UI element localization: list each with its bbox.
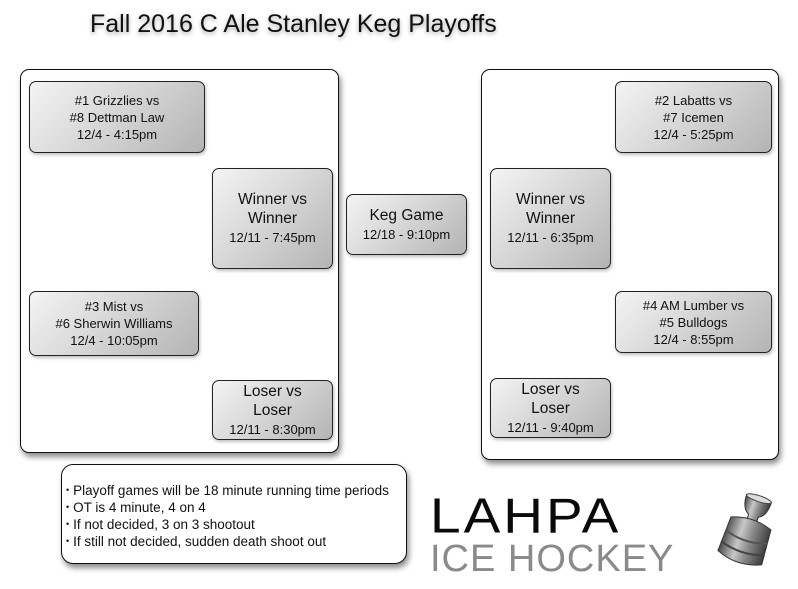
stanley-cup-keg-icon [715, 492, 775, 574]
game-line1: #1 Grizzlies vs [74, 92, 160, 108]
rule-item: • If still not decided, sudden death shoot out [66, 533, 406, 550]
game-line2: Winner [247, 210, 298, 227]
game-time: 12/4 - 5:25pm [653, 126, 734, 142]
keg-game-final[interactable] [346, 194, 467, 255]
game-line1: #4 AM Lumber vs [642, 297, 745, 313]
game-3-vs-6[interactable] [29, 291, 199, 356]
game-line1: Loser vs [521, 380, 580, 398]
game-line1: Winner vs [516, 191, 585, 208]
game-line1: Winner vs [238, 191, 307, 208]
rule-item: • Playoff games will be 18 minute running time periods [66, 482, 406, 499]
page-title: Fall 2016 C Ale Stanley Keg Playoffs [90, 10, 497, 38]
game-time: 12/11 - 8:30pm [229, 421, 316, 437]
rules-notes [61, 464, 407, 564]
game-line1: #2 Labatts vs [654, 92, 733, 108]
game-time: 12/18 - 9:10pm [362, 226, 451, 242]
game-time: 12/4 - 8:55pm [653, 331, 734, 347]
game-time: 12/4 - 10:05pm [70, 333, 158, 348]
game-line2: #5 Bulldogs [659, 314, 728, 330]
left-winners-game[interactable] [212, 168, 333, 269]
right-winners-game[interactable] [490, 168, 611, 269]
game-4-vs-5[interactable] [615, 291, 772, 353]
rule-item: • OT is 4 minute, 4 on 4 [66, 499, 406, 516]
lahpa-logo [430, 487, 675, 580]
rule-item: • If not decided, 3 on 3 shootout [66, 516, 406, 533]
game-time: 12/11 - 7:45pm [229, 230, 316, 245]
game-time: 12/11 - 6:35pm [507, 230, 594, 245]
game-time: 12/11 - 9:40pm [507, 419, 594, 435]
game-line1: Loser vs [243, 382, 302, 400]
game-time: 12/4 - 4:15pm [76, 126, 158, 142]
right-losers-game[interactable] [490, 378, 611, 438]
game-line2: #7 Icemen [663, 109, 724, 125]
game-line2: Loser [253, 401, 292, 419]
game-line2: Winner [525, 210, 576, 227]
game-line2: Loser [531, 399, 570, 417]
game-2-vs-7[interactable] [615, 81, 772, 153]
game-line1: #3 Mist vs [84, 299, 144, 314]
left-losers-game[interactable] [212, 380, 333, 440]
game-line2: #8 Dettman Law [69, 109, 165, 125]
logo-title: LAHPA [430, 487, 622, 544]
logo-subtitle: ICE HOCKEY [430, 538, 675, 580]
game-line1: Keg Game [369, 206, 444, 224]
game-1-vs-8[interactable] [29, 81, 205, 153]
game-line2: #6 Sherwin Williams [55, 316, 173, 331]
